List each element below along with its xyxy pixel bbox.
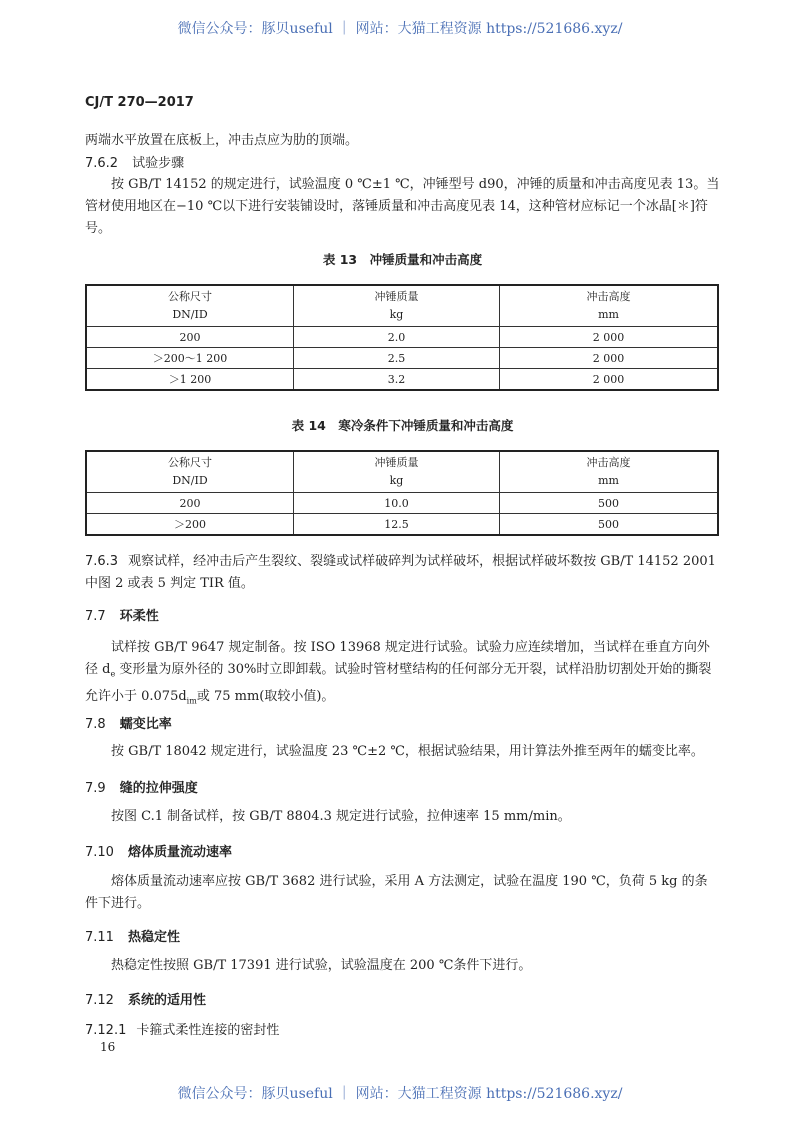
- section-7-12-1-heading: [85, 1019, 279, 1038]
- section-7-6-2: [85, 152, 184, 171]
- table-cell: [86, 451, 294, 493]
- text: 7.9: [85, 781, 106, 796]
- section-7-11-heading: [85, 926, 180, 945]
- table-row: [86, 327, 718, 348]
- paragraph: 两端水平放置在底板上，冲击点应为肋的顶端。: [85, 133, 359, 148]
- section-7-9-heading: [85, 777, 198, 796]
- table-cell: 2 000: [500, 327, 719, 348]
- text: 试样按 GB/T 9647 规定制备。按 ISO 13968 规定进行试验。试验力应连续增加，当试样在垂直方向外径 d: [85, 640, 710, 677]
- text: 7.8: [85, 717, 106, 732]
- text: DN/ID: [172, 308, 208, 321]
- text: 观察试样，经冲击后产生裂纹、裂缝或试样破碎判为试样破坏，根据试样破坏数按 GB/T 14152 2001 中图 2 或表 5 判定 TIR 值。: [85, 554, 716, 591]
- table-14-title: 表 14 寒冷条件下冲锤质量和冲击高度: [291, 418, 514, 433]
- text: [86, 285, 718, 327]
- text: 环柔性: [119, 609, 159, 624]
- table-cell: [500, 451, 719, 493]
- text: 蠕变比率: [119, 717, 172, 732]
- table-cell: 3.2: [294, 369, 500, 391]
- paragraph: 按 GB/T 14152 的规定进行，试验温度 0 ℃±1 ℃，冲锤型号 d90，冲锤的质量和冲击高度见表 13。当管材使用地区在−10 ℃以下进行安装铺设时，落锤质量和冲击高度见表 14，这种管材应标记一个冰晶[＊]符号。: [85, 177, 720, 236]
- table-row: [86, 514, 718, 536]
- text: 7.6.3: [85, 554, 119, 569]
- text: 变形量为原外径的 30%时立即卸载。试验时管材壁结构的任何部分无开裂，试样沿肋切割处开始的撕裂允许小于 0.075d: [85, 662, 712, 704]
- document-code: CJ/T 270—2017: [85, 95, 194, 110]
- text: [86, 451, 718, 535]
- table-cell: 10.0: [294, 493, 500, 514]
- text: 试验步骤: [132, 156, 185, 171]
- text: mm: [598, 474, 619, 487]
- text: 7.12: [85, 993, 114, 1008]
- page-number: 16: [100, 1040, 116, 1054]
- text: 卡箍式柔性连接的密封性: [136, 1023, 280, 1038]
- table-cell: 500: [500, 514, 719, 536]
- section-7-8-heading: [85, 713, 172, 732]
- table-14: [85, 450, 719, 536]
- text: 7.6.2: [85, 156, 119, 171]
- table-cell: [86, 285, 294, 327]
- paragraph: 熔体质量流动速率应按 GB/T 3682 进行试验，采用 A 方法测定，试验在温度 190 ℃，负荷 5 kg 的条件下进行。: [85, 874, 708, 911]
- text: 冲锤质量: [374, 290, 419, 303]
- text: 冲锤质量: [374, 456, 419, 469]
- table-row: [86, 493, 718, 514]
- text: [86, 451, 718, 493]
- text: 7.10: [85, 845, 114, 860]
- text: 热稳定性: [127, 930, 180, 945]
- text: mm: [598, 308, 619, 321]
- text: 熔体质量流动速率: [127, 845, 232, 860]
- table-cell: ＞200: [86, 514, 294, 536]
- table-cell: 200: [86, 493, 294, 514]
- table-cell: 500: [500, 493, 719, 514]
- watermark-top: 微信公众号：豚贝useful ｜ 网站：大猫工程资源 https://521686.xyz/: [177, 21, 623, 37]
- table-cell: ＞200～1 200: [86, 348, 294, 369]
- text: kg: [389, 474, 404, 487]
- text: 7.7: [85, 609, 106, 624]
- text: 或 75 mm(取较小值)。: [196, 688, 335, 704]
- paragraph: 按图 C.1 制备试样，按 GB/T 8804.3 规定进行试验，拉伸速率 15 mm/min。: [111, 809, 571, 824]
- table-cell: 2.0: [294, 327, 500, 348]
- text: [86, 285, 718, 390]
- text: DN/ID: [172, 474, 208, 487]
- table-13-title: 表 13 冲锤质量和冲击高度: [322, 252, 483, 267]
- section-7-7-heading: [85, 605, 159, 624]
- text: kg: [389, 308, 404, 321]
- text: 7.11: [85, 930, 114, 945]
- paragraph: 按 GB/T 18042 规定进行，试验温度 23 ℃±2 ℃，根据试验结果，用计算法外推至两年的蠕变比率。: [111, 744, 704, 759]
- text: 系统的适用性: [127, 993, 206, 1008]
- table-cell: ＞1 200: [86, 369, 294, 391]
- section-7-12-heading: [85, 989, 206, 1008]
- text: 7.12.1: [85, 1023, 127, 1038]
- table-cell: [500, 285, 719, 327]
- table-cell: 2 000: [500, 348, 719, 369]
- paragraph: [85, 637, 720, 712]
- table-cell: 2.5: [294, 348, 500, 369]
- text: im: [186, 696, 197, 706]
- table-cell: 200: [86, 327, 294, 348]
- table-cell: [294, 285, 500, 327]
- table-cell: 2 000: [500, 369, 719, 391]
- text: 公称尺寸: [168, 290, 212, 303]
- section-7-10-heading: [85, 841, 232, 860]
- table-cell: 12.5: [294, 514, 500, 536]
- text: 冲击高度: [586, 456, 631, 469]
- text: 公称尺寸: [168, 456, 212, 469]
- paragraph: 热稳定性按照 GB/T 17391 进行试验，试验温度在 200 ℃条件下进行。: [111, 958, 532, 973]
- watermark-bottom: 微信公众号：豚贝useful ｜ 网站：大猫工程资源 https://521686.xyz/: [177, 1086, 623, 1102]
- table-13: [85, 284, 719, 391]
- text: 缝的拉伸强度: [119, 781, 198, 796]
- table-row: [86, 369, 718, 391]
- table-cell: [294, 451, 500, 493]
- text: 冲击高度: [586, 290, 631, 303]
- section-7-6-3: [85, 551, 720, 595]
- table-row: [86, 348, 718, 369]
- text: e: [110, 669, 116, 679]
